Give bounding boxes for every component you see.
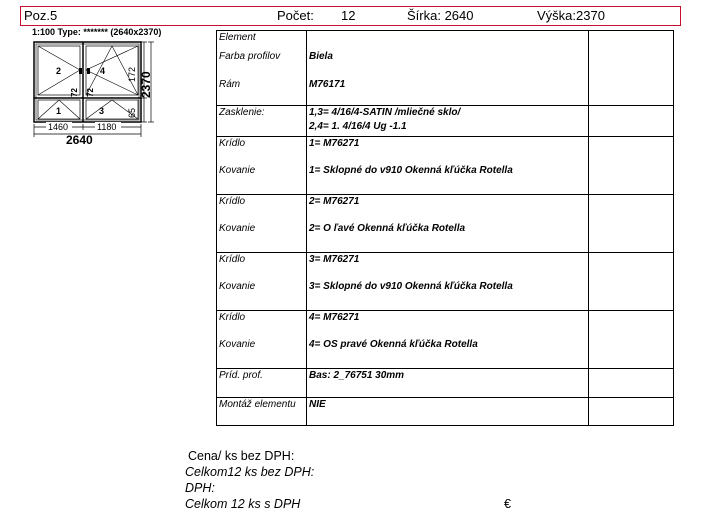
dim-height: 172 bbox=[127, 66, 137, 82]
row-label: Krídlo bbox=[219, 138, 246, 149]
price-per-unit-label: Cena/ ks bez DPH: bbox=[188, 449, 295, 463]
row-label: Kovanie bbox=[219, 339, 256, 350]
sash-number: 3 bbox=[99, 106, 105, 116]
table-row bbox=[217, 398, 674, 426]
dim-total-width: 2640 bbox=[66, 133, 93, 146]
sash-number: 4 bbox=[100, 66, 106, 76]
count-value: 12 bbox=[341, 8, 356, 23]
row-label: Krídlo bbox=[219, 312, 246, 323]
dim-height: 65 bbox=[127, 107, 137, 118]
dim-width: 1460 bbox=[48, 122, 69, 132]
handle-icon bbox=[87, 68, 90, 74]
row-label: Rám bbox=[219, 79, 241, 90]
row-label: Kovanie bbox=[219, 281, 256, 292]
table-row bbox=[217, 137, 674, 195]
sash-number: 2 bbox=[56, 66, 62, 76]
table-row bbox=[217, 311, 674, 369]
row-value: M76171 bbox=[309, 79, 346, 90]
height-label: Výška:2370 bbox=[537, 8, 605, 23]
row-value: Bas: 2_76751 30mm bbox=[309, 370, 405, 381]
handle-icon bbox=[79, 68, 82, 74]
vat-label: DPH: bbox=[185, 481, 215, 495]
dim-width: 1180 bbox=[97, 122, 117, 132]
handle-height: 72 bbox=[70, 88, 79, 97]
row-label: Príd. prof. bbox=[219, 370, 263, 381]
row-label: Montáž elementu bbox=[219, 399, 296, 410]
header-bar bbox=[20, 6, 681, 26]
row-value: 2= O ľavé Okenná kľúčka Rotella bbox=[309, 223, 466, 234]
table-row bbox=[217, 369, 674, 398]
total-vat-label: Celkom 12 ks s DPH bbox=[185, 497, 301, 511]
table-row bbox=[217, 195, 674, 253]
table-row bbox=[217, 106, 674, 137]
row-label: Farba profilov bbox=[219, 51, 281, 62]
currency-symbol: € bbox=[504, 497, 511, 511]
row-label: Krídlo bbox=[219, 254, 246, 265]
row-label: Krídlo bbox=[219, 196, 246, 207]
dim-total-height: 2370 bbox=[139, 71, 153, 98]
row-value: 1= Sklopné do v910 Okenná kľúčka Rotella bbox=[309, 165, 513, 176]
row-value: 3= Sklopné do v910 Okenná kľúčka Rotella bbox=[309, 281, 513, 292]
row-value: 2= M76271 bbox=[309, 196, 360, 207]
row-label: Kovanie bbox=[219, 223, 256, 234]
row-value: 3= M76271 bbox=[309, 254, 360, 265]
table-row bbox=[217, 31, 674, 106]
sash-number: 1 bbox=[56, 106, 62, 116]
drawing-caption: 1:100 Type: ******* (2640x2370) bbox=[32, 27, 162, 37]
row-value: 1= M76271 bbox=[309, 138, 360, 149]
row-value: 2,4= 1. 4/16/4 Ug -1.1 bbox=[309, 121, 407, 132]
row-label: Zasklenie: bbox=[219, 107, 265, 118]
handle-height: 72 bbox=[86, 88, 95, 97]
position-label: Poz.5 bbox=[24, 8, 58, 23]
row-value: 4= M76271 bbox=[309, 312, 360, 323]
row-label: Kovanie bbox=[219, 165, 256, 176]
outer-frame bbox=[34, 42, 141, 122]
window-drawing bbox=[20, 36, 170, 146]
spec-table bbox=[216, 30, 674, 426]
row-value: 4= OS pravé Okenná kľúčka Rotella bbox=[309, 339, 478, 350]
width-label: Šírka: 2640 bbox=[407, 8, 474, 23]
row-value: Biela bbox=[309, 51, 333, 62]
row-value: 1,3= 4/16/4-SATIN /mliečné sklo/ bbox=[309, 107, 461, 118]
element-label: Element bbox=[219, 32, 256, 43]
table-row bbox=[217, 253, 674, 311]
total-no-vat-label: Celkom12 ks bez DPH: bbox=[185, 465, 315, 479]
row-value: NIE bbox=[309, 399, 326, 410]
count-label: Počet: bbox=[277, 8, 314, 23]
